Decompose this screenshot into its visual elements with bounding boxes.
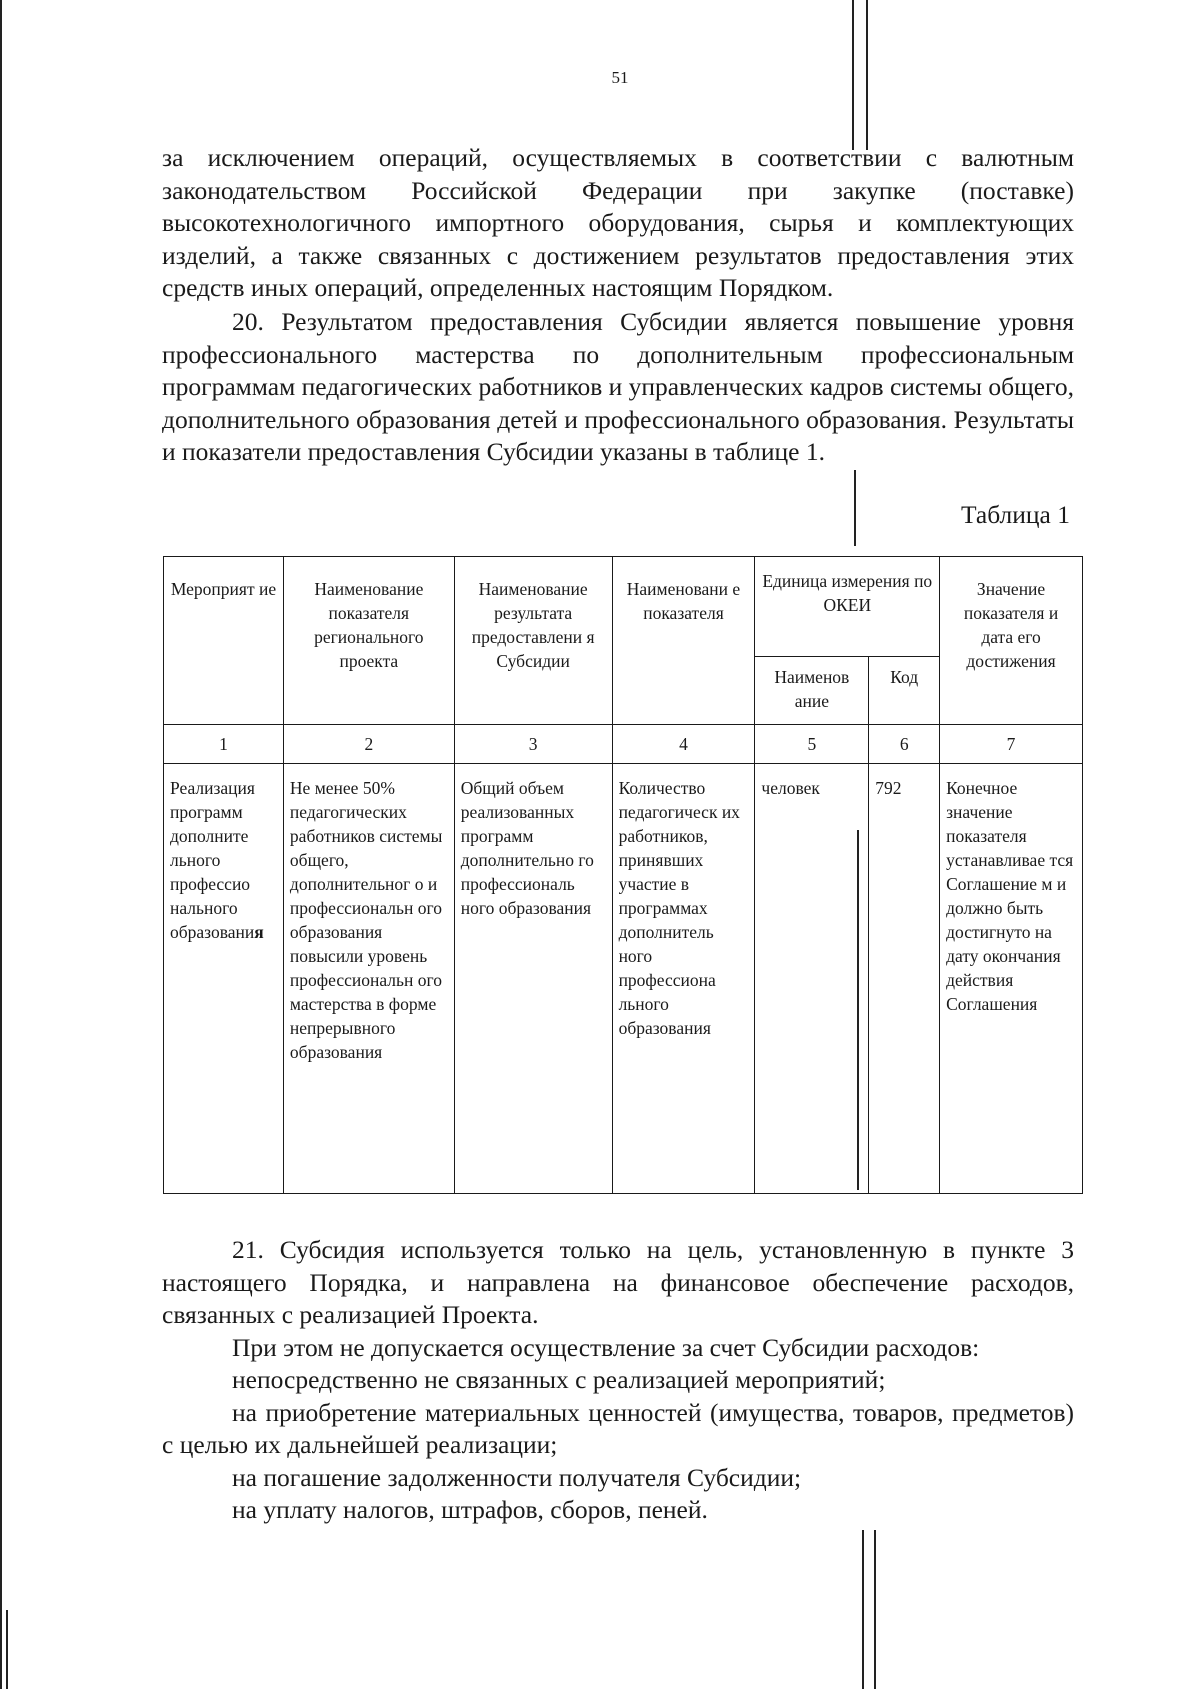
scan-artifact-line	[6, 1610, 8, 1689]
header-activity: Мероприят ие	[164, 557, 284, 725]
paragraph-text: 20. Результатом предоставления Субсидии является повышение уровня профессионального мастерства по дополнительным профессиональным программам педагогических работников и управленческих кадров системы общего, дополнительного образования детей и профессионального образования. Результаты и показатели предоставления Субсидии указаны в таблице 1.	[162, 307, 1074, 466]
cell-unit-name: человек	[755, 764, 869, 1194]
column-number: 3	[454, 725, 612, 764]
paragraph-text: 21. Субсидия используется только на цель, установленную в пункте 3 настоящего Порядка, и направлена на финансовое обеспечение расходов, связанных с реализацией Проекта.	[162, 1235, 1074, 1329]
cell-activity	[164, 764, 284, 1194]
header-regional-indicator: Наименование показателя регионального проекта	[283, 557, 454, 725]
header-indicator-name: Наименовани е показателя	[612, 557, 755, 725]
scan-artifact-line	[854, 470, 856, 546]
header-okei-group: Единица измерения по ОКЕИ	[755, 557, 940, 657]
paragraph-19-tail	[162, 142, 1074, 305]
paragraph-text: на приобретение материальных ценностей (имущества, товаров, предметов) с целью их дальнейшей реализации;	[162, 1397, 1074, 1459]
header-result-name: Наименование результата предоставлени я Субсидии	[454, 557, 612, 725]
cell-activity-tail: я	[254, 922, 264, 942]
header-unit-name: Наименов ание	[755, 657, 869, 725]
column-number: 2	[283, 725, 454, 764]
paragraph-text: При этом не допускается осуществление за счет Субсидии расходов:	[232, 1332, 980, 1362]
scan-artifact-line	[874, 1530, 876, 1689]
header-unit-code: Код	[869, 657, 940, 725]
paragraph-text: за исключением операций, осуществляемых в соответствии с валютным законодательством Российской Федерации при закупке (поставке) высокотехнологичного импортного оборудования, сырья и комплектующих изделий, а также связанных с достижением результатов предоставления этих средств иных операций, определенных настоящим Порядком.	[162, 143, 1074, 302]
column-number: 1	[164, 725, 284, 764]
cell-activity-text: Реализация программ дополните льного профессио нального образовани	[170, 778, 255, 942]
cell-unit-code: 792	[869, 764, 940, 1194]
table-caption: Таблица 1	[960, 500, 1070, 529]
column-number-row	[164, 725, 1083, 764]
cell-regional-indicator: Не менее 50% педагогических работников системы общего, дополнительног о и профессиональн ого образования повысили уровень профессиональн ого мастерства в форме непрерывного образования	[283, 764, 454, 1194]
table-row	[164, 764, 1083, 1194]
paragraph-20	[162, 306, 1074, 469]
paragraph-text: на уплату налогов, штрафов, сборов, пеней.	[232, 1495, 708, 1524]
paragraph-text: на погашение задолженности получателя Субсидии;	[232, 1462, 802, 1492]
column-number: 4	[612, 725, 755, 764]
results-table	[163, 556, 1083, 1194]
scan-border-line	[0, 0, 2, 1689]
cell-indicator-name: Количество педагогическ их работников, принявших участие в программах дополнитель ного профессиона льного образования	[612, 764, 755, 1194]
paragraph-21	[162, 1234, 1074, 1527]
page-number: 51	[611, 68, 629, 87]
column-number: 7	[940, 725, 1083, 764]
cell-value-date: Конечное значение показателя устанавливае тся Соглашение м и должно быть достигнуто на дату окончания действия Соглашения	[940, 764, 1083, 1194]
header-value-date: Значение показателя и дата его достижения	[940, 557, 1083, 725]
cell-result-name: Общий объем реализованных программ дополнительно го профессиональ ного образования	[454, 764, 612, 1194]
column-number: 6	[869, 725, 940, 764]
column-number: 5	[755, 725, 869, 764]
paragraph-text: непосредственно не связанных с реализацией мероприятий;	[232, 1365, 886, 1394]
scan-artifact-line	[862, 1530, 864, 1689]
